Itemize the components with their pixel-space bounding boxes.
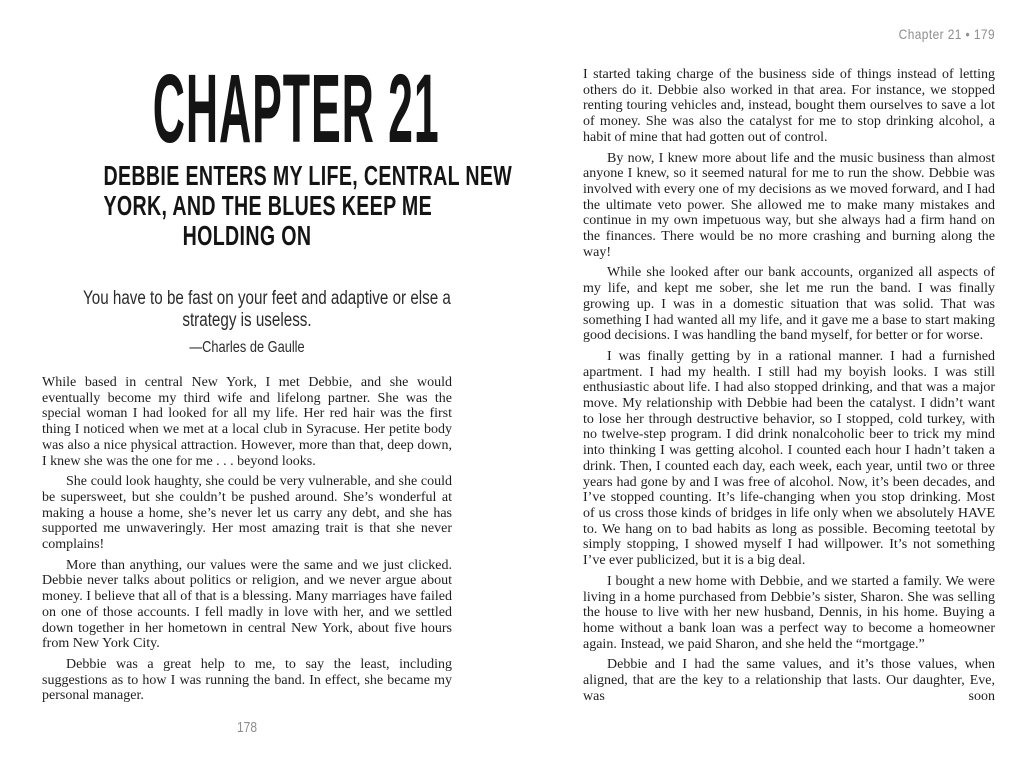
chapter-subtitle-line: HOLDING ON bbox=[182, 220, 312, 251]
chapter-subtitle-line: YORK, AND THE BLUES KEEP ME bbox=[103, 190, 433, 221]
body-paragraph: Debbie was a great help to me, to say the least, including suggestions as to how I was running the band. In effect, she became my personal manager. bbox=[42, 656, 452, 704]
running-header: Chapter 21 • 179 bbox=[898, 26, 995, 42]
chapter-title: CHAPTER 21 bbox=[152, 54, 440, 163]
body-paragraph: She could look haughty, she could be very vulnerable, and she could be supersweet, but she couldn’t be pushed around. She’s wonderful at making a house a home, she’s never let us carry any debt, and she has supported me unwaveringly. Her most amazing trait is that she never complains! bbox=[42, 474, 452, 553]
body-paragraph: I bought a new home with Debbie, and we started a family. We were living in a home purchased from Debbie’s sister, Sharon. She was selling the house to live with her new husband, Dennis, in his home. Buying a home without a bank loan was a perfect way to become a homeowner again. Instead, we paid Sharon, and she held the “mortgage.” bbox=[583, 573, 995, 652]
body-paragraph: By now, I knew more about life and the music business than almost anyone I knew, so it seemed natural for me to run the show. Debbie was involved with every one of my decisions as we moved forward, and I had the ultimate veto power. She allowed me to make many mistakes and continue in my own impetuous way, but she always had a firm hand on the finances. There would be no more crashing and burning along the way! bbox=[583, 150, 995, 260]
body-paragraph: More than anything, our values were the same and we just clicked. Debbie never talks about politics or religion, and we never argue about money. I believe that all of that is a blessing. Many marriages have failed on one of those accounts. I fell madly in love with her, and we settled down together in her hometown in central New York, about five hours from New York City. bbox=[42, 557, 453, 652]
left-page-body bbox=[42, 375, 452, 709]
body-paragraph: I started taking charge of the business side of things instead of letting others do it. Debbie also worked in that area. For instance, we stopped renting touring vehicles and, instead, bought them ourselves to save a lot of money. She was also the catalyst for me to stop drinking alcohol, a habit of mine that had gotten out of control. bbox=[583, 67, 995, 145]
body-paragraph: Debbie and I had the same values, and it’s those values, when aligned, that are the key to a relationship that lasts. Our daughter, Eve, was soon bbox=[583, 657, 995, 704]
page-number-left: 178 bbox=[236, 719, 258, 736]
epigraph-quote bbox=[83, 288, 451, 332]
chapter-subtitle bbox=[103, 160, 513, 251]
body-paragraph: While she looked after our bank accounts, organized all aspects of my life, and kept me sober, she let me run the band. I was finally growing up. I was in a domestic situation that was solid. That was something I had wanted all my life, and it gave me a base to start making good decisions. I was handling the band myself, for better or for worse. bbox=[583, 265, 995, 344]
chapter-subtitle-line: DEBBIE ENTERS MY LIFE, CENTRAL NEW bbox=[103, 160, 513, 191]
body-paragraph: While based in central New York, I met Debbie, and she would eventually become my third wife and lifelong partner. She was the special woman I had looked for all my life. Her red hair was the first thing I noticed when we met at a local club in Syracuse. Her petite body was also a nice physical attraction. However, more than that, deep down, I knew she was the one for me . . . beyond looks. bbox=[42, 375, 452, 469]
epigraph-attribution: —Charles de Gaulle bbox=[189, 339, 305, 356]
right-page-body bbox=[583, 67, 995, 709]
epigraph-quote-line: strategy is useless. bbox=[182, 310, 312, 331]
epigraph-quote-line: You have to be fast on your feet and adaptive or else a bbox=[83, 288, 451, 309]
body-paragraph: I was finally getting by in a rational manner. I had a furnished apartment. I had my health. I still had my boyish looks. I was still enthusiastic about life. I had also stopped drinking, and that was a major move. My relationship with Debbie had been the catalyst. I didn’t want to lose her through destructive behavior, so I stopped, cold turkey, with no twelve-step program. I did drink nonalcoholic beer to trick my mind into thinking I was getting alcohol. I counted each hour I hadn’t taken a drink. Then, I counted each day, each week, each year, until two or three years had gone by and I was free of alcohol. Now, it’s been decades, and I’ve stopped counting. It’s life-changing when you stop drinking. Most of us cross those kinds of bridges in life only when we absolutely HAVE to. We hang on to bad habits as long as possible. Becoming teetotal by simply stopping, I showed myself I had willpower. It’s not something I’ve ever publicized, but it is a big deal. bbox=[583, 348, 995, 569]
